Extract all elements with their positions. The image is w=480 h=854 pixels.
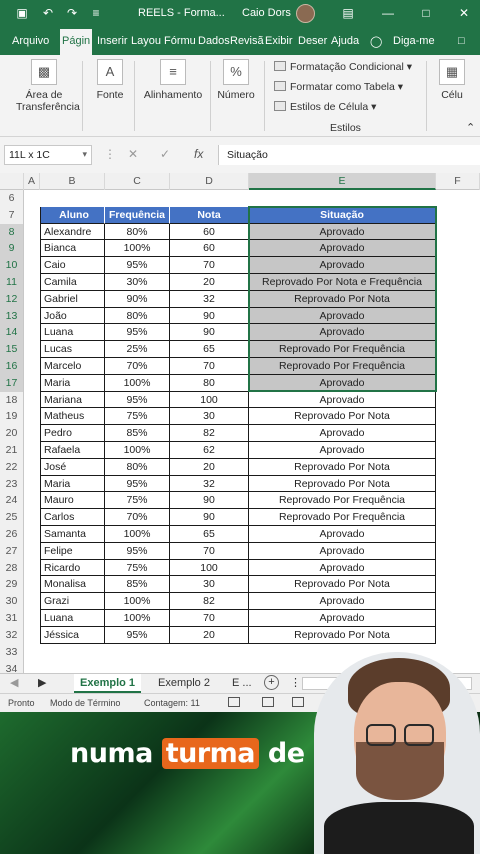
cell-aluno[interactable]: Luana <box>40 324 105 341</box>
undo-icon[interactable]: ↶ <box>42 6 54 20</box>
cell-aluno[interactable]: Luana <box>40 610 105 627</box>
cell-nota[interactable]: 62 <box>170 442 249 459</box>
more-options-icon[interactable]: ⋮ <box>104 147 116 161</box>
row-number[interactable]: 29 <box>0 576 24 593</box>
conditional-formatting-label: Formatação Condicional <box>290 61 404 73</box>
cell-nota[interactable]: 32 <box>170 291 249 308</box>
row-number[interactable]: 24 <box>0 492 24 509</box>
cell-nota[interactable]: 65 <box>170 526 249 543</box>
sheet-tab-exemplo-2[interactable]: Exemplo 2 <box>158 677 210 689</box>
cell-frequencia[interactable]: 100% <box>105 375 170 392</box>
row-number[interactable]: 15 <box>0 341 24 358</box>
cell-frequencia[interactable]: 100% <box>105 593 170 610</box>
header-situacao[interactable]: Situação <box>249 207 436 224</box>
cell-nota[interactable]: 32 <box>170 476 249 493</box>
font-group[interactable] <box>92 59 128 101</box>
cell-situacao[interactable]: Aprovado <box>249 240 436 257</box>
column-header-f[interactable]: F <box>436 173 480 190</box>
cell-nota[interactable]: 20 <box>170 627 249 644</box>
cell-aluno[interactable]: Mauro <box>40 492 105 509</box>
cell-situacao[interactable]: Reprovado Por Nota e Frequência <box>249 274 436 291</box>
cell-frequencia[interactable]: 70% <box>105 509 170 526</box>
lightbulb-icon: ◯ <box>370 36 383 48</box>
format-as-table-label: Formatar como Tabela <box>290 81 395 93</box>
cells-label: Célu <box>441 89 463 101</box>
tab-inserir[interactable]: Inserir <box>97 35 128 47</box>
row-number[interactable]: 8 <box>0 224 24 241</box>
cell-frequencia[interactable]: 80% <box>105 224 170 241</box>
row-number[interactable]: 6 <box>0 190 24 207</box>
page-break-icon[interactable] <box>292 697 304 707</box>
number-label: Número <box>217 89 255 101</box>
number-group[interactable] <box>216 59 256 101</box>
cell-situacao[interactable]: Reprovado Por Nota <box>249 291 436 308</box>
row-number[interactable]: 12 <box>0 291 24 308</box>
table-row <box>0 610 480 627</box>
ribbon-divider <box>134 61 135 131</box>
cell-styles-icon <box>274 101 286 111</box>
cell-frequencia[interactable]: 95% <box>105 476 170 493</box>
cell-frequencia[interactable]: 95% <box>105 324 170 341</box>
cell-frequencia[interactable]: 75% <box>105 560 170 577</box>
close-icon[interactable]: ✕ <box>458 6 470 20</box>
cell-aluno[interactable]: José <box>40 459 105 476</box>
cell-frequencia[interactable]: 95% <box>105 543 170 560</box>
cell-frequencia[interactable]: 100% <box>105 442 170 459</box>
enter-icon[interactable]: ✓ <box>160 147 171 161</box>
maximize-icon[interactable]: □ <box>422 6 430 20</box>
row-number[interactable]: 10 <box>0 257 24 274</box>
cell-aluno[interactable]: Gabriel <box>40 291 105 308</box>
table-row <box>0 324 480 341</box>
cell-situacao[interactable]: Aprovado <box>249 257 436 274</box>
customize-toolbar-icon[interactable]: ≡ <box>92 6 100 20</box>
caption-word-1: numa <box>70 738 153 769</box>
cell-situacao[interactable]: Aprovado <box>249 324 436 341</box>
cell-aluno[interactable]: Caio <box>40 257 105 274</box>
conditional-formatting-button[interactable]: Formatação Condicional ▾ <box>274 61 412 73</box>
glasses-left-lens <box>366 724 396 746</box>
cell-nota[interactable]: 100 <box>170 560 249 577</box>
cell-nota[interactable]: 82 <box>170 425 249 442</box>
clipboard-label-1: Área de <box>25 89 63 101</box>
clipboard-label-2: Transferência <box>16 101 80 113</box>
ribbon-divider <box>210 61 211 131</box>
glasses-right-lens <box>404 724 434 746</box>
alignment-label: Alinhamento <box>143 89 203 101</box>
cell-situacao[interactable]: Aprovado <box>249 560 436 577</box>
tab-layout[interactable]: Layou <box>131 35 161 47</box>
ribbon-divider <box>82 61 83 131</box>
cell-situacao[interactable]: Reprovado Por Frequência <box>249 341 436 358</box>
ribbon <box>0 55 480 137</box>
table-row <box>0 509 480 526</box>
tab-revisao[interactable]: Revisã <box>230 35 264 47</box>
cell-situacao[interactable]: Reprovado Por Nota <box>249 476 436 493</box>
tab-ajuda[interactable]: Ajuda <box>331 35 360 47</box>
cell-aluno[interactable]: Mariana <box>40 392 105 409</box>
table-row <box>0 291 480 308</box>
ribbon-display-icon[interactable]: ▤ <box>342 6 354 20</box>
clipboard-icon: ▩ <box>31 59 57 85</box>
row-number[interactable]: 32 <box>0 627 24 644</box>
caption-highlight: turma <box>162 738 259 769</box>
cell-aluno[interactable]: Matheus <box>40 408 105 425</box>
cell-situacao[interactable]: Aprovado <box>249 526 436 543</box>
document-title: REELS - Forma... <box>138 7 225 19</box>
normal-view-icon[interactable] <box>228 697 240 707</box>
status-count: Contagem: 11 <box>144 698 200 708</box>
user-avatar[interactable] <box>296 4 315 23</box>
cell-nota[interactable]: 70 <box>170 543 249 560</box>
video-caption <box>70 738 305 769</box>
percent-icon: % <box>223 59 249 85</box>
cell-frequencia[interactable]: 85% <box>105 576 170 593</box>
cell-aluno[interactable]: Rafaela <box>40 442 105 459</box>
cell-styles-button[interactable]: Estilos de Célula ▾ <box>274 101 376 113</box>
header-frequencia[interactable]: Frequência <box>105 207 170 224</box>
row-number[interactable]: 33 <box>0 644 24 661</box>
row-number[interactable]: 23 <box>0 476 24 493</box>
table-icon <box>274 81 286 91</box>
title-bar <box>0 0 480 27</box>
cell-situacao[interactable]: Reprovado Por Frequência <box>249 492 436 509</box>
tab-exibir[interactable]: Exibir <box>265 35 293 47</box>
cell-nota[interactable]: 70 <box>170 358 249 375</box>
presenter-webcam <box>314 652 480 854</box>
table-row <box>0 375 480 392</box>
cell-nota[interactable]: 70 <box>170 257 249 274</box>
cells-group[interactable] <box>432 59 472 101</box>
table-row <box>0 341 480 358</box>
cell-nota[interactable]: 65 <box>170 341 249 358</box>
row-number[interactable]: 30 <box>0 593 24 610</box>
cell-situacao[interactable]: Aprovado <box>249 392 436 409</box>
collapse-ribbon-icon[interactable]: ⌃ <box>466 122 476 134</box>
cell-aluno[interactable]: Grazi <box>40 593 105 610</box>
cell-aluno[interactable]: Jéssica <box>40 627 105 644</box>
table-row <box>0 459 480 476</box>
header-aluno[interactable]: Aluno <box>40 207 105 224</box>
table-row <box>0 257 480 274</box>
presenter-shirt <box>324 802 474 854</box>
conditional-format-icon <box>274 61 286 71</box>
cancel-icon[interactable]: ✕ <box>128 147 139 161</box>
status-mode: Modo de Término <box>50 698 121 708</box>
row-number[interactable]: 13 <box>0 308 24 325</box>
tab-pagina[interactable]: Págin <box>60 29 92 55</box>
cell-frequencia[interactable]: 95% <box>105 392 170 409</box>
cell-aluno[interactable]: Maria <box>40 375 105 392</box>
table-row <box>0 476 480 493</box>
cell-situacao[interactable]: Reprovado Por Nota <box>249 576 436 593</box>
redo-icon[interactable]: ↷ <box>66 6 78 20</box>
cell-nota[interactable]: 90 <box>170 509 249 526</box>
status-ready: Pronto <box>8 698 35 708</box>
cell-nota[interactable]: 60 <box>170 240 249 257</box>
table-row <box>0 526 480 543</box>
cell-situacao[interactable]: Aprovado <box>249 442 436 459</box>
table-row <box>0 425 480 442</box>
cell-frequencia[interactable]: 75% <box>105 408 170 425</box>
table-row <box>0 224 480 241</box>
scroll-right-icon[interactable]: ▶ <box>38 677 47 689</box>
formula-bar <box>0 137 480 173</box>
cell-nota[interactable]: 20 <box>170 274 249 291</box>
insert-function-icon[interactable]: fx <box>194 147 204 161</box>
row-number[interactable]: 20 <box>0 425 24 442</box>
tab-dados[interactable]: Dados <box>198 35 230 47</box>
cell-frequencia[interactable]: 70% <box>105 358 170 375</box>
column-header-c[interactable]: C <box>105 173 170 190</box>
cell-frequencia[interactable]: 100% <box>105 526 170 543</box>
column-header-b[interactable]: B <box>40 173 105 190</box>
table-row <box>0 308 480 325</box>
cell-aluno[interactable]: Maria <box>40 476 105 493</box>
cell-frequencia[interactable]: 80% <box>105 308 170 325</box>
caption-word-3: de <box>267 738 305 769</box>
page-layout-icon[interactable] <box>262 697 274 707</box>
tab-formulas[interactable]: Fórmu <box>164 35 196 47</box>
cell-frequencia[interactable]: 100% <box>105 240 170 257</box>
scroll-left-icon[interactable]: ◀ <box>10 677 19 689</box>
tab-desenvolvedor[interactable]: Deser <box>298 35 328 47</box>
cell-nota[interactable]: 70 <box>170 610 249 627</box>
cell-aluno[interactable]: Ricardo <box>40 560 105 577</box>
row-number[interactable]: 11 <box>0 274 24 291</box>
cell-nota[interactable]: 90 <box>170 308 249 325</box>
cell-aluno[interactable]: Monalisa <box>40 576 105 593</box>
row-number[interactable]: 7 <box>0 207 24 224</box>
cell-aluno[interactable]: Lucas <box>40 341 105 358</box>
ribbon-tabs <box>0 27 480 55</box>
table-row <box>0 408 480 425</box>
cell-styles-label: Estilos de Célula <box>290 101 369 113</box>
cell-situacao[interactable]: Reprovado Por Nota <box>249 408 436 425</box>
chevron-down-icon[interactable]: ▾ <box>82 149 87 159</box>
add-sheet-icon[interactable]: + <box>264 675 279 690</box>
row-number[interactable]: 25 <box>0 509 24 526</box>
column-header-d[interactable]: D <box>170 173 249 190</box>
row-number[interactable]: 28 <box>0 560 24 577</box>
cell-frequencia[interactable]: 95% <box>105 257 170 274</box>
worksheet-grid[interactable] <box>0 173 480 673</box>
row-number[interactable]: 16 <box>0 358 24 375</box>
cell-situacao[interactable]: Aprovado <box>249 543 436 560</box>
table-row <box>0 576 480 593</box>
select-all-corner[interactable] <box>0 173 24 190</box>
tab-arquivo[interactable]: Arquivo <box>12 35 50 47</box>
ribbon-divider <box>426 61 427 131</box>
cell-situacao[interactable]: Aprovado <box>249 308 436 325</box>
table-row <box>0 627 480 644</box>
row-number[interactable]: 19 <box>0 408 24 425</box>
cell-situacao[interactable]: Reprovado Por Nota <box>249 459 436 476</box>
cell-situacao[interactable]: Aprovado <box>249 375 436 392</box>
font-label: Fonte <box>96 89 124 101</box>
cell-nota[interactable]: 90 <box>170 492 249 509</box>
cell-frequencia[interactable]: 100% <box>105 610 170 627</box>
cell-aluno[interactable]: Marcelo <box>40 358 105 375</box>
clipboard-group[interactable] <box>16 59 80 113</box>
cell-situacao[interactable]: Aprovado <box>249 593 436 610</box>
cell-frequencia[interactable]: 85% <box>105 425 170 442</box>
save-icon[interactable]: ▣ <box>16 6 28 20</box>
cell-situacao[interactable]: Reprovado Por Nota <box>249 627 436 644</box>
presenter-beard <box>356 742 444 800</box>
table-row <box>0 442 480 459</box>
cells-icon: ▦ <box>439 59 465 85</box>
table-header-row <box>0 207 480 224</box>
sheet-tab-more[interactable]: E ... <box>232 677 252 689</box>
ribbon-divider <box>264 61 265 131</box>
formula-input[interactable]: Situação <box>218 145 480 165</box>
row-number[interactable]: 22 <box>0 459 24 476</box>
cell-nota[interactable]: 60 <box>170 224 249 241</box>
table-row <box>0 274 480 291</box>
tell-me-search[interactable]: Diga-me <box>393 35 435 47</box>
row-number[interactable]: 9 <box>0 240 24 257</box>
row-number[interactable]: 27 <box>0 543 24 560</box>
format-as-table-button[interactable]: Formatar como Tabela ▾ <box>274 81 403 93</box>
row-number[interactable]: 14 <box>0 324 24 341</box>
name-box[interactable] <box>4 145 92 165</box>
comments-icon[interactable]: □ <box>458 35 465 47</box>
alignment-group[interactable] <box>142 59 204 101</box>
cell-aluno[interactable]: Camila <box>40 274 105 291</box>
cell-nota[interactable]: 30 <box>170 576 249 593</box>
table-row <box>0 560 480 577</box>
table-row <box>0 392 480 409</box>
cell-nota[interactable]: 100 <box>170 392 249 409</box>
cell-aluno[interactable]: Alexandre <box>40 224 105 241</box>
table-row <box>0 240 480 257</box>
cell-nota[interactable]: 30 <box>170 408 249 425</box>
cell-aluno[interactable]: Samanta <box>40 526 105 543</box>
cell-situacao[interactable]: Reprovado Por Frequência <box>249 509 436 526</box>
row-number[interactable]: 18 <box>0 392 24 409</box>
column-headers <box>0 173 480 190</box>
column-header-e[interactable]: E <box>249 173 436 190</box>
cell-frequencia[interactable]: 30% <box>105 274 170 291</box>
font-icon: A <box>97 59 123 85</box>
more-icon[interactable]: ⋮ <box>290 677 301 689</box>
table-row <box>0 358 480 375</box>
row-number[interactable]: 31 <box>0 610 24 627</box>
sheet-tab-exemplo-1[interactable]: Exemplo 1 <box>74 674 141 693</box>
table-row <box>0 593 480 610</box>
table-row <box>0 190 480 207</box>
row-number[interactable]: 26 <box>0 526 24 543</box>
cell-frequencia[interactable]: 25% <box>105 341 170 358</box>
row-number[interactable]: 21 <box>0 442 24 459</box>
cell-nota[interactable]: 90 <box>170 324 249 341</box>
column-header-a[interactable]: A <box>24 173 40 190</box>
styles-group-label: Estilos <box>330 122 361 134</box>
row-number[interactable]: 17 <box>0 375 24 392</box>
cell-nota[interactable]: 20 <box>170 459 249 476</box>
user-name: Caio Dors <box>242 7 291 19</box>
table-row <box>0 492 480 509</box>
cell-frequencia[interactable]: 75% <box>105 492 170 509</box>
minimize-icon[interactable]: — <box>382 6 394 20</box>
cell-frequencia[interactable]: 90% <box>105 291 170 308</box>
cell-aluno[interactable]: João <box>40 308 105 325</box>
cell-aluno[interactable]: Bianca <box>40 240 105 257</box>
cell-aluno[interactable]: Carlos <box>40 509 105 526</box>
table-row <box>0 543 480 560</box>
cell-nota[interactable]: 80 <box>170 375 249 392</box>
cell-frequencia[interactable]: 80% <box>105 459 170 476</box>
cell-aluno[interactable]: Pedro <box>40 425 105 442</box>
alignment-icon: ≡ <box>160 59 186 85</box>
row-number[interactable]: 34 <box>0 661 24 673</box>
name-box-value: 11L x 1C <box>9 149 50 161</box>
cell-aluno[interactable]: Felipe <box>40 543 105 560</box>
cell-situacao[interactable]: Aprovado <box>249 425 436 442</box>
cell-frequencia[interactable]: 95% <box>105 627 170 644</box>
cell-nota[interactable]: 82 <box>170 593 249 610</box>
header-nota[interactable]: Nota <box>170 207 249 224</box>
cell-situacao[interactable]: Aprovado <box>249 610 436 627</box>
cell-situacao[interactable]: Reprovado Por Frequência <box>249 358 436 375</box>
cell-situacao[interactable]: Aprovado <box>249 224 436 241</box>
